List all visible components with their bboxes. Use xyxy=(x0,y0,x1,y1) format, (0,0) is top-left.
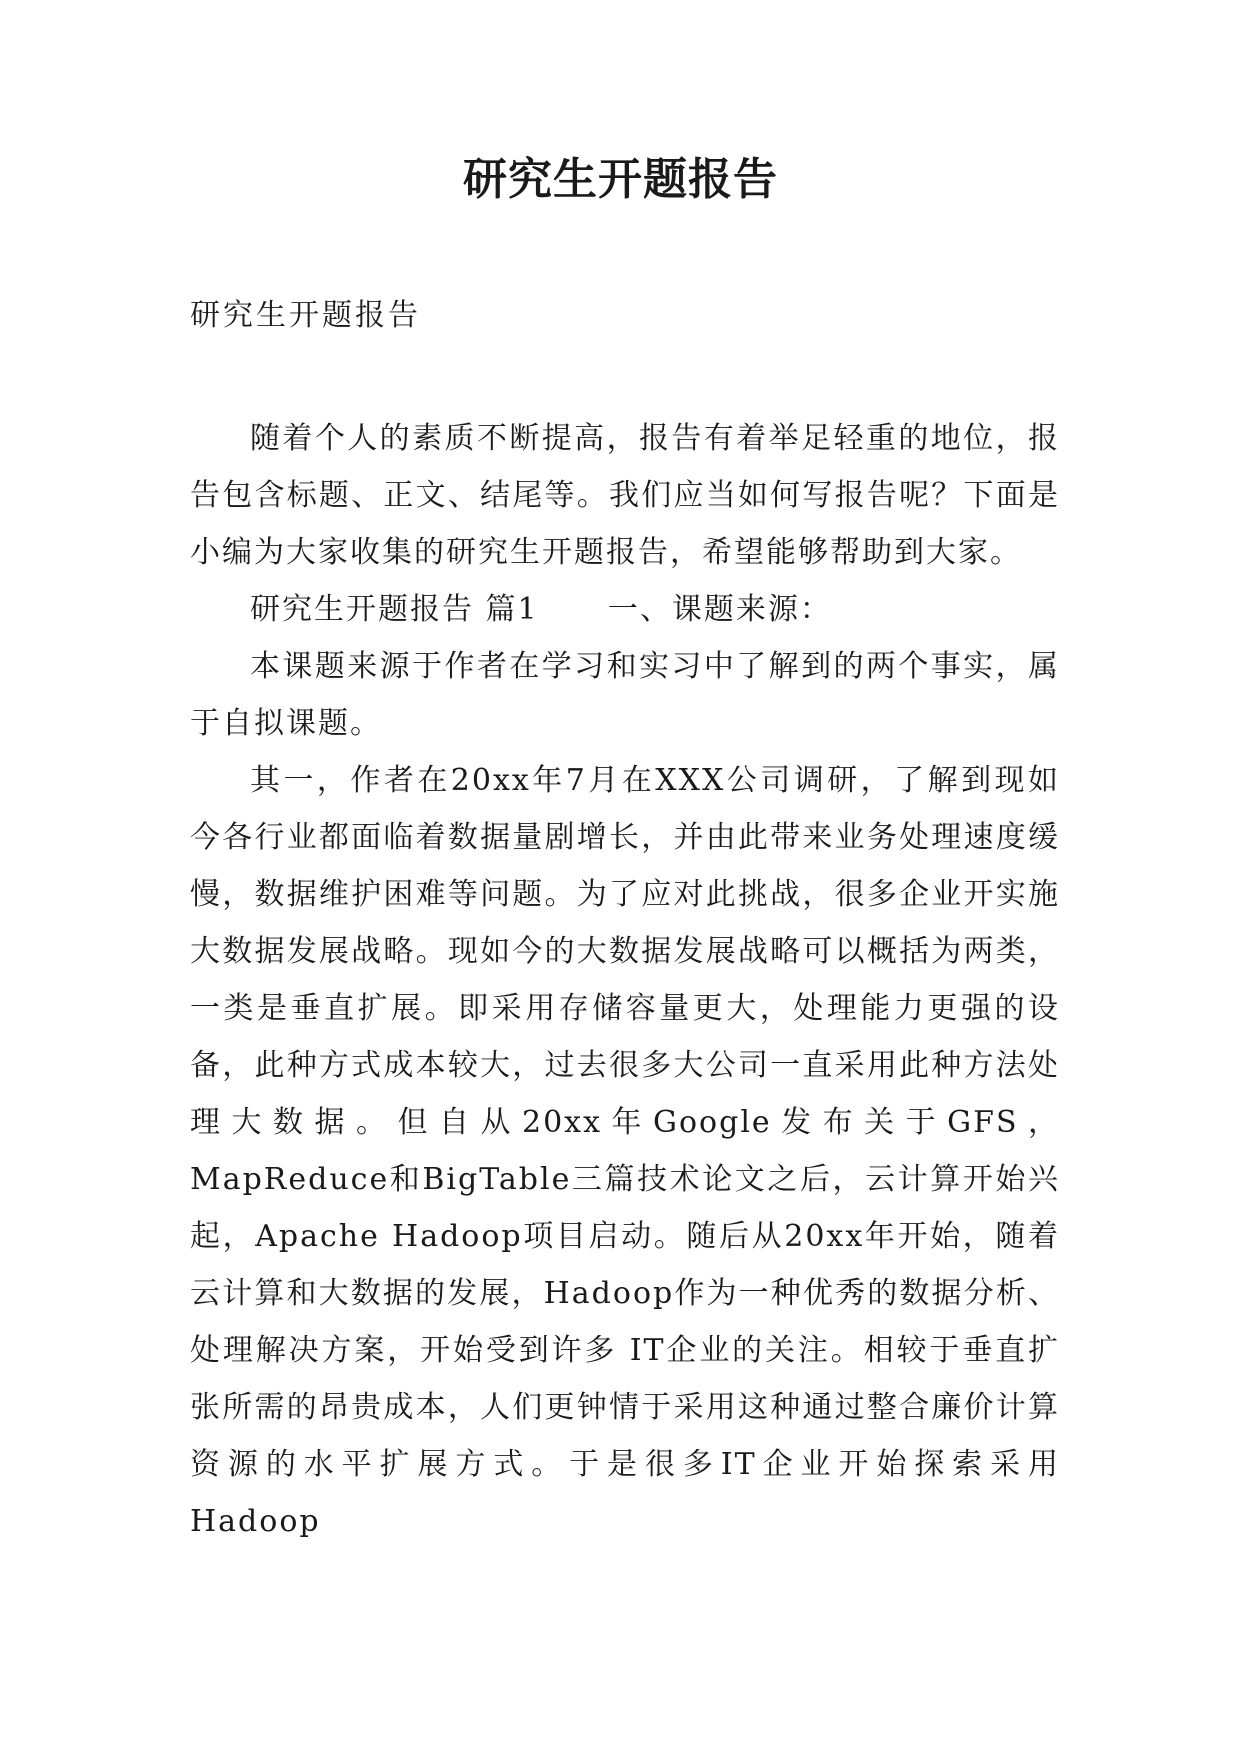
document-title: 研究生开题报告 xyxy=(463,154,778,205)
section-heading: 研究生开题报告 篇1 一、课题来源： xyxy=(250,592,832,627)
paragraph-intro: 随着个人的素质不断提高，报告有着举足轻重的地位，报告包含标题、正文、结尾等。我们应当如何写报告呢？下面是小编为大家收集的研究生开题报告，希望能够帮助到大家。 xyxy=(190,421,1060,570)
document-body xyxy=(190,410,1060,1550)
paragraph-first-fact: 其一，作者在20xx年7月在XXX公司调研，了解到现如今各行业都面临着数据量剧增长，并由此带来业务处理速度缓慢，数据维护困难等问题。为了应对此挑战，很多企业开实施大数据发展战略。现如今的大数据发展战略可以概括为两类，一类是垂直扩展。即采用存储容量更大，处理能力更强的设备，此种方式成本较大，过去很多大公司一直采用此种方法处理大数据。但自从20xx年Google发布关于GFS，MapReduce和BigTable三篇技术论文之后，云计算开始兴起，Apache Hadoop项目启动。随后从20xx年开始，随着云计算和大数据的发展，Hadoop作为一种优秀的数据分析、处理解决方案，开始受到许多 IT企业的关注。相较于垂直扩张所需的昂贵成本，人们更钟情于采用这种通过整合廉价计算资源的水平扩展方式。于是很多IT企业开始探索采用Hadoop xyxy=(190,763,1060,1539)
document-subtitle: 研究生开题报告 xyxy=(190,298,421,333)
paragraph-source: 本课题来源于作者在学习和实习中了解到的两个事实，属于自拟课题。 xyxy=(190,649,1060,741)
